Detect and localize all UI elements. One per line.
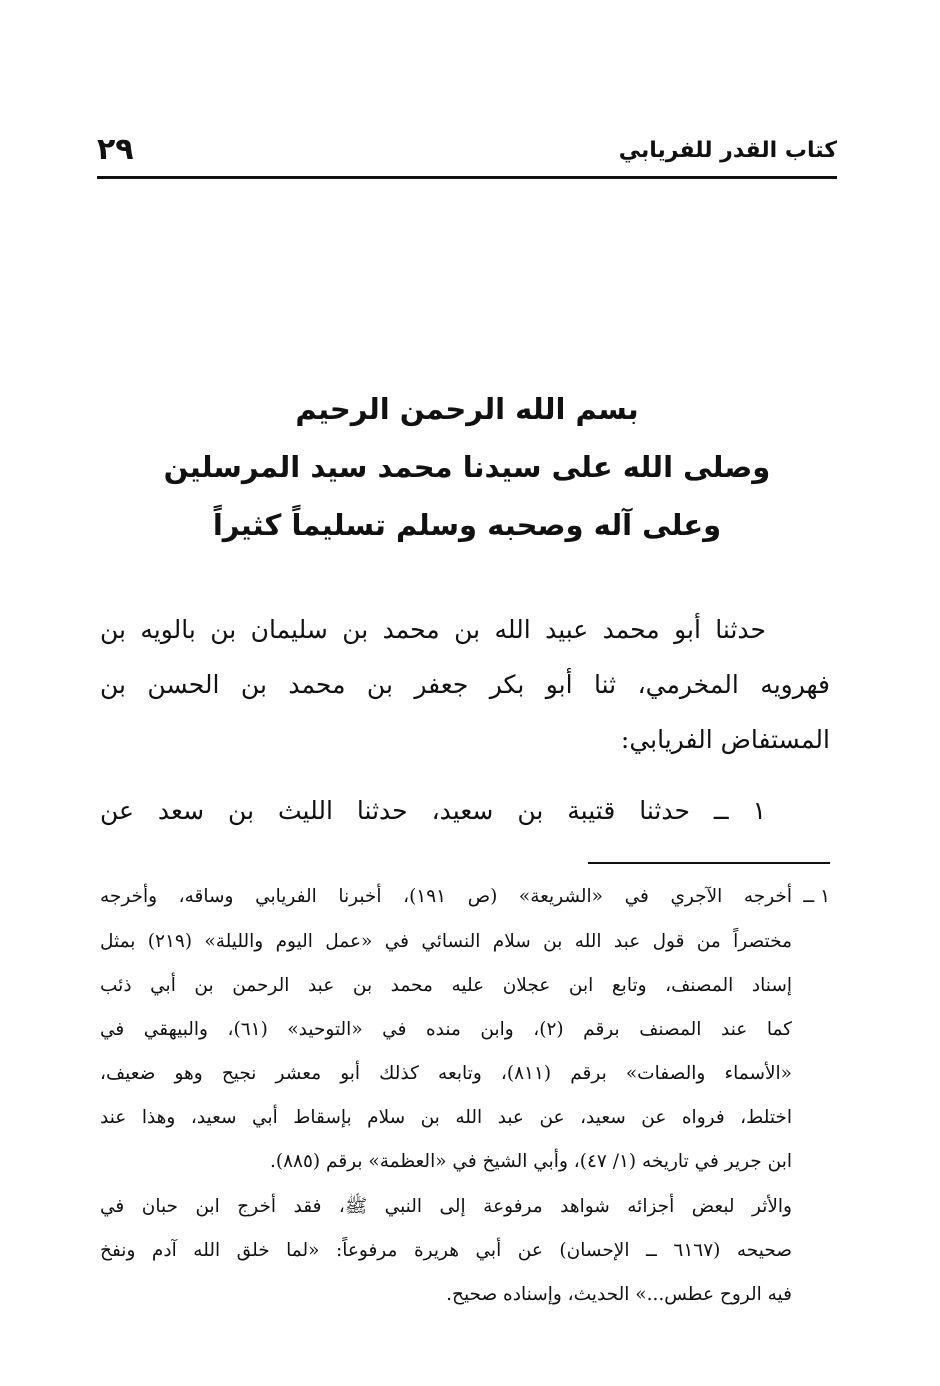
footnote-line: مختصراً من قول عبد الله بن سلام النسائي في «عمل اليوم والليلة» (٢١٩) بمثل xyxy=(100,931,792,952)
salawat-line: وصلى الله على سيدنا محمد سيد المرسلين xyxy=(163,450,771,484)
footnote-line: اختلط، فرواه عن سعيد، عن عبد الله بن سلام بإسقاط أبي سعيد، وهذا عند xyxy=(100,1107,792,1128)
header-rule xyxy=(97,176,837,179)
footnote-separator xyxy=(588,862,830,864)
footnote-line: صحيحه (٦١٦٧ ــ الإحسان) عن أبي هريرة مرفوعاً: «لما خلق الله آدم ونفخ xyxy=(100,1240,792,1261)
footnote-line: إسناد المصنف، وتابع ابن عجلان عليه محمد بن عبد الرحمن بن أبي ذئب xyxy=(100,975,792,996)
footnote-line: «الأسماء والصفات» برقم (٨١١)، وتابعه كذلك أبو معشر نجيح وهو ضعيف، xyxy=(100,1063,792,1084)
hadith-line: ١ ــ حدثنا قتيبة بن سعيد، حدثنا الليث بن سعد عن xyxy=(100,796,766,825)
footnote-line: ابن جرير في تاريخه (١/ ٤٧)، وأبي الشيخ في «العظمة» برقم (٨٨٥). xyxy=(269,1151,792,1172)
footnote-line: أخرجه الآجري في «الشريعة» (ص ١٩١)، أخبرنا الفريابي وساقه، وأخرجه xyxy=(100,886,792,907)
text-line: فهرويه المخرمي، ثنا أبو بكر جعفر بن محمد بن الحسن بن xyxy=(100,670,830,699)
page-header xyxy=(97,132,837,178)
salawat-line-continued: وعلى آله وصحبه وسلم تسليماً كثيراً xyxy=(212,508,722,542)
running-title: كتاب القدر للفريابي xyxy=(618,138,837,163)
footnote-line: والأثر لبعض أجزائه شواهد مرفوعة إلى النبي ﷺ، فقد أخرج ابن حبان في xyxy=(100,1196,792,1217)
footnote-number: ١ ــ xyxy=(803,886,830,907)
basmala-line: بسم الله الرحمن الرحيم xyxy=(295,392,639,426)
page-number: ٢٩ xyxy=(97,132,134,167)
text-line: حدثنا أبو محمد عبيد الله بن محمد بن سليمان بن بالويه بن xyxy=(100,615,766,644)
text-line: المستفاض الفريابي: xyxy=(620,725,830,754)
footnote-line: فيه الروح عطس...» الحديث، وإسناده صحيح. xyxy=(446,1284,792,1305)
footnote-line: كما عند المصنف برقم (٢)، وابن منده في «التوحيد» (٦١)، والبيهقي في xyxy=(100,1019,792,1040)
